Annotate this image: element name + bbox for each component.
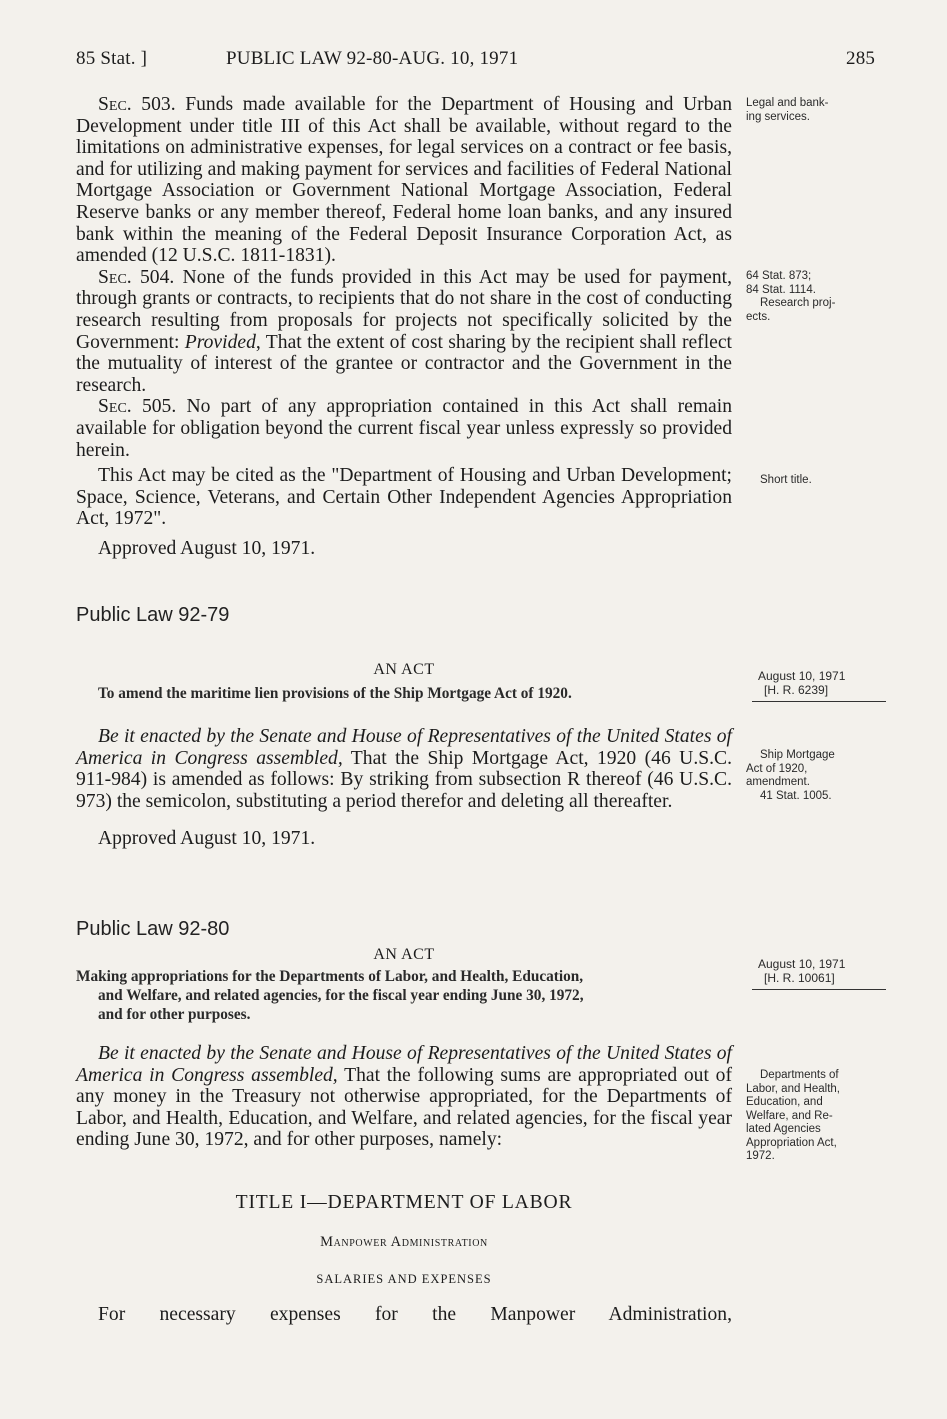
margin-note-short-title: Short title. [760, 474, 812, 486]
salaries-expenses-heading: SALARIES AND EXPENSES [316, 1272, 492, 1286]
an-act-heading-2: AN ACT [373, 946, 435, 963]
section-505: Sec. 505. No part of any appropriation contained in this Act shall remain available for obligation beyond the current fiscal year unless expressly so provided herein. [76, 396, 732, 461]
margin-note-stat-refs: 64 Stat. 873; 84 Stat. 1114. [746, 270, 816, 296]
margin-note-departments: Departments of Labor, and Health, Education, and Welfare, and Re- lated Agencies Appropriation Act, 1972. [746, 1069, 840, 1162]
section-503: Sec. 503. Funds made available for the Department of Housing and Urban Development under title III of this Act shall be available, without regard to the limitations on administrative expenses, for legal services on a contract or fee basis, and for utilizing and making payment for services and facilities of Federal National Mortgage Association or Government National Mortgage Association, Federal Reserve banks or any member thereof, Federal home loan banks, and any insured bank within the meaning of the Federal Deposit Insurance Corporation Act, as amended (12 U.S.C. 1811-1831). [76, 94, 732, 267]
margin-note-date-2: August 10, 1971 [H. R. 10061] [758, 957, 846, 985]
margin-rule-2 [752, 989, 886, 990]
final-paragraph-line: For necessary expenses for the Manpower Administration, [98, 1304, 732, 1325]
page-title: PUBLIC LAW 92-80-AUG. 10, 1971 [226, 48, 519, 69]
public-law-92-80-label: Public Law 92-80 [76, 918, 230, 940]
sections-block [76, 94, 732, 530]
section-504: Sec. 504. None of the funds provided in this Act may be used for payment, through grants or contracts, to recipients that do not share in the cost of conducting research resulting from proposals for projects not specifically solicited by the Government: Provided, That the extent of cost sharing by the recipient shall reflect the mutuality of interest of the grantee or contractor and the Government in the research. [76, 266, 732, 396]
agency-heading: Manpower Administration [320, 1234, 488, 1250]
approved-date-1: Approved August 10, 1971. [98, 538, 316, 559]
enacting-clause-92-80: Be it enacted by the Senate and House of Representatives of the United States of America in Congress assembled, That the following sums are appropriated out of any money in the Treasury not otherwise appropriated, for the Departments of Labor, and Health, Education, and Welfare, and related agencies, for the fiscal year ending June 30, 1972, and for other purposes, namely: [76, 1043, 732, 1151]
page-number: 285 [846, 48, 876, 69]
title-i-heading: TITLE I—DEPARTMENT OF LABOR [235, 1192, 573, 1213]
an-act-heading-1: AN ACT [373, 661, 435, 678]
approved-date-2: Approved August 10, 1971. [98, 828, 316, 849]
margin-note-ship-mortgage: Ship Mortgage Act of 1920, amendment. 41 Stat. 1005. [746, 749, 835, 802]
stat-reference-header: 85 Stat. ] [76, 48, 148, 69]
act-purpose-1: To amend the maritime lien provisions of the Ship Mortgage Act of 1920. [98, 685, 572, 702]
short-title-paragraph: This Act may be cited as the "Department of Housing and Urban Development; Space, Science, Veterans, and Certain Other Independent Agencies Appropriation Act, 1972". [76, 465, 732, 530]
margin-note-research: Research proj- ects. [746, 297, 836, 323]
act-purpose-2: Making appropriations for the Departments of Labor, and Health, Education, and Welfare, and related agencies, for the fiscal year ending June 30, 1972, and for other purposes. [76, 968, 584, 1023]
margin-rule-1 [752, 701, 886, 702]
enacting-clause-92-79: Be it enacted by the Senate and House of Representatives of the United States of America in Congress assembled, That the Ship Mortgage Act, 1920 (46 U.S.C. 911-984) is amended as follows: By striking from subsection R thereof (46 U.S.C. 973) the semicolon, substituting a period therefor and deleting all thereafter. [76, 726, 732, 812]
margin-note-date-1: August 10, 1971 [H. R. 6239] [758, 669, 846, 697]
public-law-92-79-label: Public Law 92-79 [76, 604, 230, 626]
margin-note-legal-services: Legal and bank- ing services. [746, 97, 829, 123]
